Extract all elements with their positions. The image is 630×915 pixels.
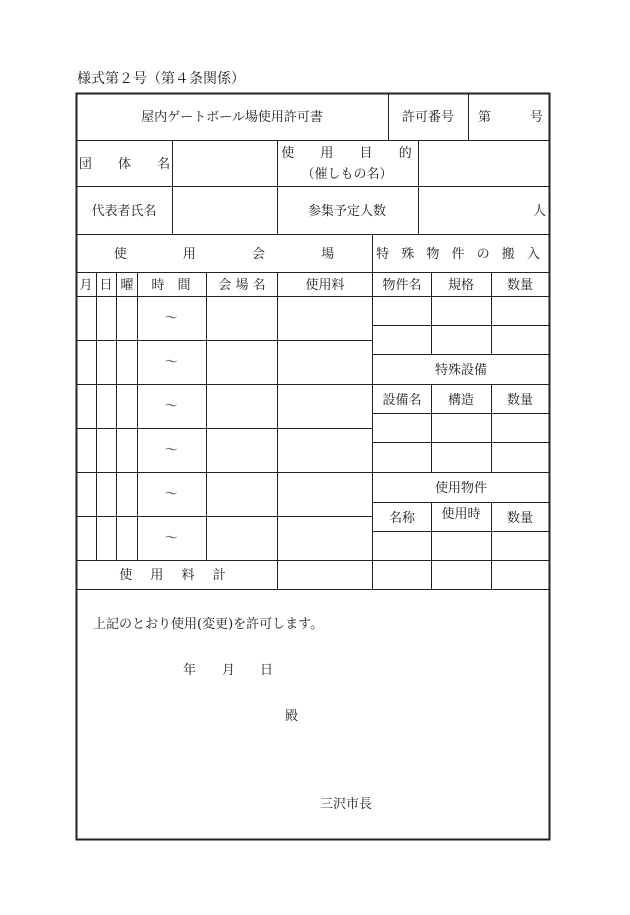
attendance-unit: 人 bbox=[533, 204, 547, 219]
special-equipment-label: 特殊設備 bbox=[434, 363, 488, 378]
time-separator: ～ bbox=[164, 399, 178, 414]
col-used-item-name: 名称 bbox=[388, 511, 416, 526]
date-month: 月 bbox=[222, 663, 236, 678]
col-item-qty: 数量 bbox=[506, 278, 534, 293]
time-separator: ～ bbox=[164, 487, 178, 502]
purpose-label: 使 用 目 的 bbox=[281, 146, 423, 161]
issuer-name: 三沢市長 bbox=[320, 797, 373, 812]
document-title: 屋内ゲートボール場使用許可書 bbox=[141, 110, 323, 125]
permit-number-prefix: 第 bbox=[478, 110, 492, 125]
date-year: 年 bbox=[183, 663, 197, 678]
col-usage-fee: 使用料 bbox=[305, 278, 345, 293]
col-item-spec: 規格 bbox=[447, 278, 475, 293]
permission-statement: 上記のとおり使用(変更)を許可します。 bbox=[93, 617, 324, 632]
col-equipment-structure: 構造 bbox=[447, 393, 475, 408]
col-month: 月 bbox=[79, 278, 93, 293]
group-name-label: 団 体 名 bbox=[78, 157, 182, 172]
usage-section-label: 使 用 会 場 bbox=[113, 247, 361, 262]
col-item-name: 物件名 bbox=[382, 278, 422, 293]
date-day: 日 bbox=[260, 663, 274, 678]
col-weekday: 曜 bbox=[120, 278, 134, 293]
time-separator: ～ bbox=[164, 531, 178, 546]
representative-label: 代表者氏名 bbox=[91, 204, 157, 219]
purpose-label-sub: （催しもの名） bbox=[301, 167, 393, 182]
time-separator: ～ bbox=[164, 311, 178, 326]
time-separator: ～ bbox=[164, 443, 178, 458]
form-number-label: 様式第２号（第４条関係） bbox=[77, 71, 245, 87]
used-items-label: 使用物件 bbox=[434, 481, 488, 496]
col-used-item-qty: 数量 bbox=[506, 511, 534, 526]
addressee-suffix: 殿 bbox=[285, 709, 299, 724]
col-used-item-time: 使用時 bbox=[441, 507, 481, 522]
usage-fee-total-label: 使 用 料 計 bbox=[119, 568, 233, 583]
time-separator: ～ bbox=[164, 355, 178, 370]
special-items-label: 特 殊 物 件 の 搬 入 bbox=[376, 247, 544, 262]
col-equipment-qty: 数量 bbox=[506, 393, 534, 408]
col-time: 時 間 bbox=[151, 278, 191, 293]
col-venue-name: 会 場 名 bbox=[218, 278, 266, 293]
col-day: 日 bbox=[99, 278, 113, 293]
permit-number-label: 許可番号 bbox=[401, 110, 455, 125]
attendance-label: 参集予定人数 bbox=[307, 204, 387, 219]
col-equipment-name: 設備名 bbox=[382, 393, 422, 408]
permit-number-suffix: 号 bbox=[530, 110, 544, 125]
